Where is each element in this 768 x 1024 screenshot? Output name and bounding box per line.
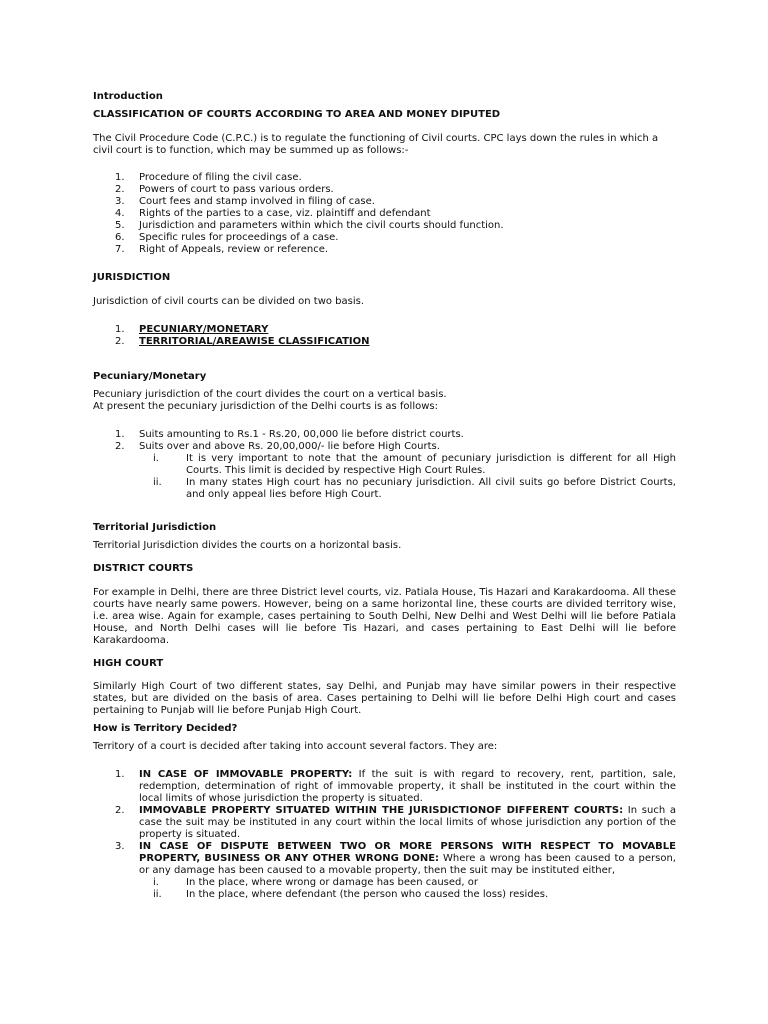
list-item-text: Powers of court to pass various orders. (139, 184, 334, 195)
sub-list-item-text: In the place, where wrong or damage has been caused, or (186, 877, 478, 888)
list-item (93, 220, 676, 232)
sub-list-item (139, 889, 676, 901)
district-courts-paragraph: For example in Delhi, there are three District level courts, viz. Patiala House, Tis Hazari and Karakardooma. All these courts have nearly same powers. However, being on a same horizontal line, these courts are divided territory wise, i.e. area wise. Again for example, cases pertaining to South Delhi, New Delhi and West Delhi will lie before Patiala House, and North Delhi cases will lie before Tis Hazari, and cases pertaining to East Delhi will lie before Karakardooma. (93, 587, 676, 646)
list-number: 7. (115, 244, 125, 255)
jurisdiction-heading: JURISDICTION (93, 272, 171, 283)
list-item-text: Jurisdiction and parameters within which the civil courts should function. (139, 220, 504, 231)
sub-list-item-text: It is very important to note that the amount of pecuniary jurisdiction is different for all High Courts. This limit is decided by respective High Court Rules. (186, 453, 676, 476)
list-item (93, 429, 676, 441)
factors-list (93, 769, 676, 901)
list-number: 1. (115, 429, 125, 440)
list-number: 2. (115, 336, 125, 347)
cpc-list (93, 172, 676, 256)
list-number: 6. (115, 232, 125, 243)
list-item (93, 805, 676, 841)
list-item-text: Procedure of filing the civil case. (139, 172, 302, 183)
list-item (93, 441, 676, 501)
sub-list-item (139, 477, 676, 501)
list-item (93, 172, 676, 184)
jurisdiction-paragraph: Jurisdiction of civil courts can be divided on two basis. (93, 296, 365, 307)
list-number: 3. (115, 841, 125, 852)
sub-list-item (139, 877, 676, 889)
list-item-text: Court fees and stamp involved in filing of case. (139, 196, 375, 207)
sub-list-number: ii. (153, 477, 162, 488)
territorial-heading: Territorial Jurisdiction (93, 522, 217, 533)
sub-list-item-text: In the place, where defendant (the person who caused the loss) resides. (186, 889, 549, 900)
list-item (93, 208, 676, 220)
list-item-text: Suits amounting to Rs.1 - Rs.20, 00,000 lie before district courts. (139, 429, 464, 440)
list-number: 5. (115, 220, 125, 231)
list-item-text: PECUNIARY/MONETARY (139, 324, 269, 335)
list-number: 4. (115, 208, 125, 219)
high-court-paragraph: Similarly High Court of two different states, say Delhi, and Punjab may have similar powers in their respective states, but are divided on the basis of area. Cases pertaining to Delhi will lie before Delhi High court and cases pertaining to Punjab will lie before Punjab High Court. (93, 681, 676, 716)
sub-list-number: ii. (153, 889, 162, 900)
list-number: 2. (115, 441, 125, 452)
list-number: 1. (115, 324, 125, 335)
list-item (93, 336, 676, 348)
list-item (93, 324, 676, 336)
territorial-paragraph: Territorial Jurisdiction divides the courts on a horizontal basis. (93, 540, 402, 551)
intro-paragraph: The Civil Procedure Code (C.P.C.) is to regulate the functioning of Civil courts. CPC lays down the rules in which a civil court is to function, which may be summed up as follows:- (93, 133, 659, 156)
list-item-text: If the suit is with regard to recovery, rent, partition, sale, redemption, determination of right of immovable property, it shall be instituted in the court within the local limits of whose jurisdiction the property is situated. (139, 769, 676, 804)
pecuniary-heading: Pecuniary/Monetary (93, 371, 207, 382)
list-item (93, 196, 676, 208)
list-item-text: Where a wrong has been caused to a person, or any damage has been caused to a movable property, then the suit may be instituted either, (139, 853, 676, 876)
sub-list (139, 877, 676, 901)
list-item-lead: IN CASE OF DISPUTE BETWEEN TWO OR MORE PERSONS WITH RESPECT TO MOVABLE PROPERTY, BUSINESS OR ANY OTHER WRONG DONE: (139, 841, 676, 864)
territory-decided-paragraph: Territory of a court is decided after taking into account several factors. They are: (93, 741, 498, 752)
list-item-lead: IMMOVABLE PROPERTY SITUATED WITHIN THE JURISDICTIONOF DIFFERENT COURTS: (139, 805, 624, 816)
intro-heading: Introduction (93, 91, 163, 102)
list-item (93, 184, 676, 196)
pecuniary-line1: Pecuniary jurisdiction of the court divides the court on a vertical basis. (93, 389, 447, 400)
pecuniary-list (93, 429, 676, 501)
list-number: 3. (115, 196, 125, 207)
list-item (93, 841, 676, 901)
list-item-text: Right of Appeals, review or reference. (139, 244, 329, 255)
list-number: 1. (115, 769, 125, 780)
territory-decided-heading: How is Territory Decided? (93, 723, 238, 734)
list-item-lead: IN CASE OF IMMOVABLE PROPERTY: (139, 769, 353, 780)
pecuniary-line2: At present the pecuniary jurisdiction of the Delhi courts is as follows: (93, 401, 438, 412)
list-item-text: Suits over and above Rs. 20,00,000/- lie before High Courts. (139, 441, 440, 452)
list-item (93, 232, 676, 244)
sub-list (139, 453, 676, 501)
list-number: 2. (115, 805, 125, 816)
sub-list-item-text: In many states High court has no pecuniary jurisdiction. All civil suits go before District Courts, and only appeal lies before High Court. (186, 477, 676, 500)
sub-list-number: i. (153, 877, 159, 888)
list-number: 1. (115, 172, 125, 183)
sub-list-number: i. (153, 453, 159, 464)
high-court-heading: HIGH COURT (93, 658, 164, 669)
district-courts-heading: DISTRICT COURTS (93, 563, 194, 574)
list-item-text: In such a case the suit may be instituted in any court within the local limits of whose jurisdiction any portion of the property is situated. (139, 805, 676, 840)
sub-list-item (139, 453, 676, 477)
list-item (93, 244, 676, 256)
list-item (93, 769, 676, 805)
list-item-text: Specific rules for proceedings of a case. (139, 232, 339, 243)
jurisdiction-list (93, 324, 676, 348)
list-number: 2. (115, 184, 125, 195)
list-item-text: TERRITORIAL/AREAWISE CLASSIFICATION (139, 336, 370, 347)
main-title: CLASSIFICATION OF COURTS ACCORDING TO AREA AND MONEY DIPUTED (93, 109, 501, 120)
list-item-text: Rights of the parties to a case, viz. plaintiff and defendant (139, 208, 431, 219)
